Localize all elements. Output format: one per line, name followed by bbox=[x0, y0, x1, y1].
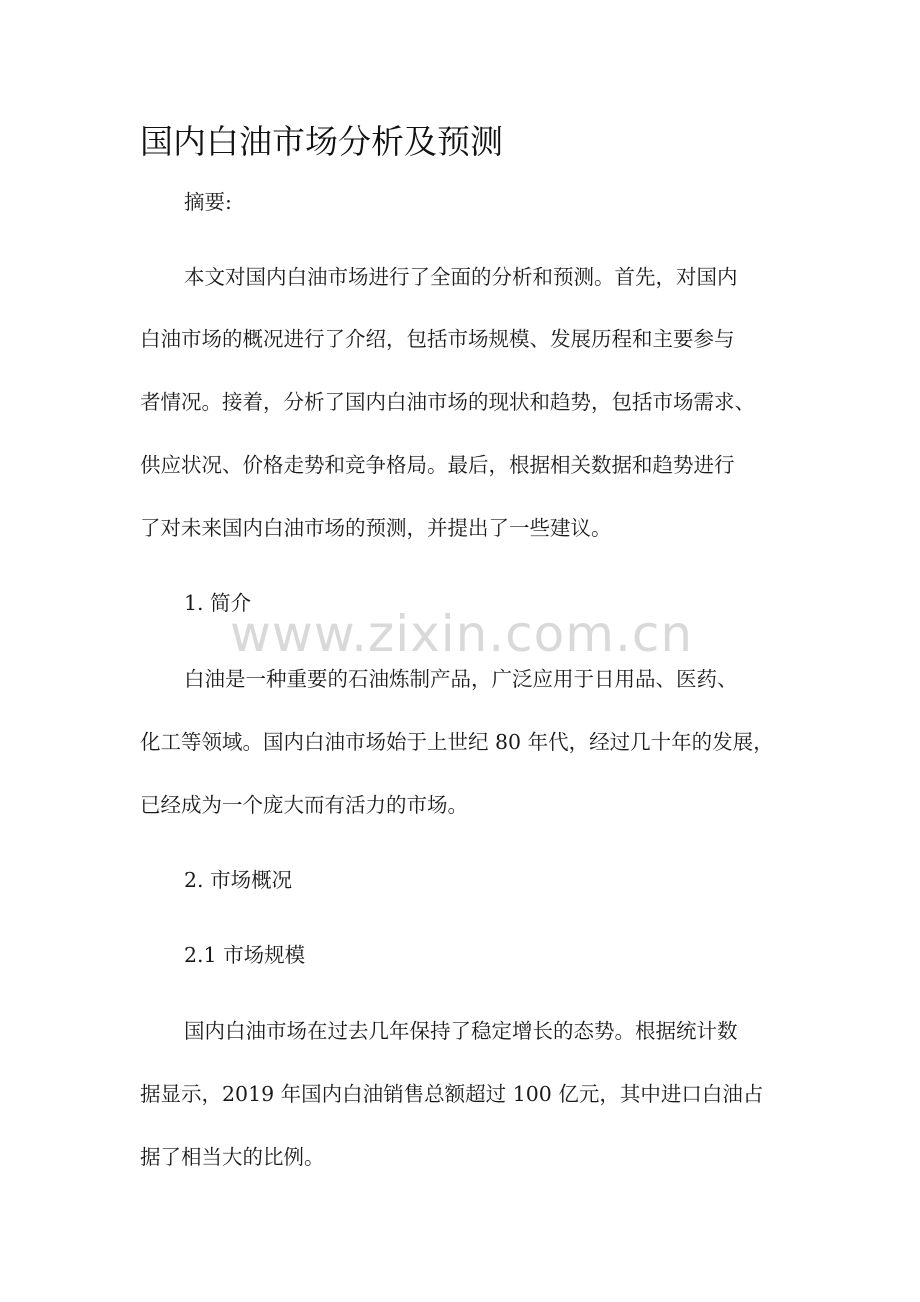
intro-line: 化工等领域。国内白油市场始于上世纪 80 年代，经过几十年的发展， bbox=[140, 730, 774, 754]
subsection-heading-market-size: 2.1 市场规模 bbox=[184, 943, 306, 967]
abstract-line: 者情况。接着，分析了国内白油市场的现状和趋势，包括市场需求、 bbox=[140, 390, 755, 414]
abstract-line: 本文对国内白油市场进行了全面的分析和预测。首先，对国内 bbox=[184, 265, 738, 289]
market-size-line: 据了相当大的比例。 bbox=[140, 1145, 325, 1169]
watermark-text: www.zixin.com.cn bbox=[230, 605, 694, 663]
section-heading-intro: 1. 简介 bbox=[184, 591, 252, 615]
abstract-heading: 摘要: bbox=[184, 190, 232, 214]
market-size-line: 国内白油市场在过去几年保持了稳定增长的态势。根据统计数 bbox=[184, 1019, 738, 1043]
intro-line: 已经成为一个庞大而有活力的市场。 bbox=[140, 793, 468, 817]
abstract-line: 了对未来国内白油市场的预测，并提出了一些建议。 bbox=[140, 516, 612, 540]
market-size-line: 据显示，2019 年国内白油销售总额超过 100 亿元，其中进口白油占 bbox=[140, 1082, 764, 1106]
abstract-line: 供应状况、价格走势和竞争格局。最后，根据相关数据和趋势进行 bbox=[140, 453, 735, 477]
intro-line: 白油是一种重要的石油炼制产品，广泛应用于日用品、医药、 bbox=[184, 667, 738, 691]
document-title: 国内白油市场分析及预测 bbox=[140, 122, 503, 161]
section-heading-market-overview: 2. 市场概况 bbox=[184, 868, 293, 892]
abstract-line: 白油市场的概况进行了介绍，包括市场规模、发展历程和主要参与 bbox=[140, 327, 735, 351]
